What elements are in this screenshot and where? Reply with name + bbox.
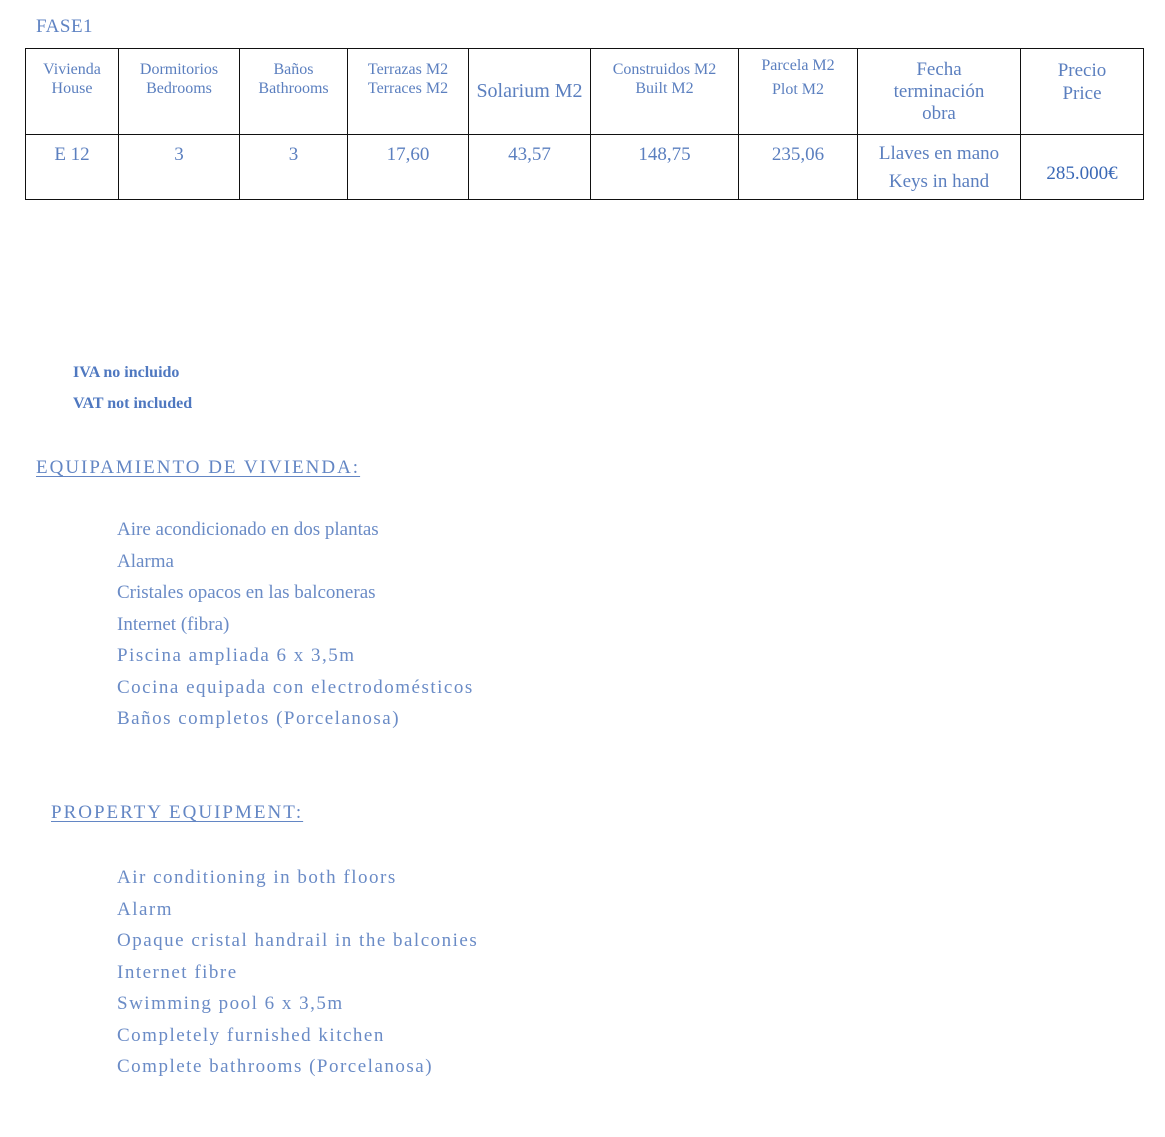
built-value: 148,75 — [638, 144, 691, 165]
plot-value: 235,06 — [771, 144, 825, 165]
cell-bedrooms — [119, 135, 240, 200]
completion-en-value: Keys in hand — [888, 171, 990, 192]
table-header-row — [26, 49, 1144, 135]
list-item: Alarm — [117, 898, 174, 920]
list-item: Swimming pool 6 x 3,5m — [117, 993, 344, 1014]
header-bedrooms-en: Bedrooms — [146, 80, 212, 97]
terraces-value: 17,60 — [386, 144, 430, 165]
vat-note-es: IVA no incluido — [73, 364, 180, 381]
cell-solarium — [469, 135, 591, 200]
header-completion-line2: terminación — [893, 81, 985, 102]
list-item: Opaque cristal handrail in the balconies — [117, 930, 479, 951]
cell-completion — [858, 135, 1021, 200]
list-item: Air conditioning in both floors — [117, 867, 397, 888]
list-item: Piscina ampliada 6 x 3,5m — [117, 645, 356, 666]
cell-plot — [739, 135, 858, 200]
header-bathrooms — [240, 49, 348, 135]
solarium-value: 43,57 — [508, 144, 551, 165]
header-bathrooms-en: Bathrooms — [258, 80, 329, 97]
header-plot-es: Parcela M2 — [761, 57, 835, 74]
cell-price — [1021, 135, 1144, 200]
header-completion — [858, 49, 1021, 135]
header-plot — [739, 49, 858, 135]
list-item: Cocina equipada con electrodomésticos — [117, 676, 474, 698]
header-solarium — [469, 49, 591, 135]
header-built — [591, 49, 739, 135]
equipment-es-title: EQUIPAMIENTO DE VIVIENDA: — [36, 457, 361, 478]
header-bedrooms-es: Dormitorios — [139, 61, 219, 78]
header-bathrooms-es: Baños — [273, 61, 314, 78]
header-terraces — [348, 49, 469, 135]
vat-note-en: VAT not included — [73, 395, 193, 412]
header-completion-line3: obra — [922, 103, 956, 124]
list-item: Internet (fibra) — [117, 613, 230, 635]
header-house — [26, 49, 119, 135]
header-price-es: Precio — [1057, 60, 1107, 81]
cell-built — [591, 135, 739, 200]
header-built-es: Construidos M2 — [612, 61, 717, 78]
table-row — [26, 135, 1144, 200]
header-completion-line1: Fecha — [916, 59, 962, 80]
list-item: Internet fibre — [117, 961, 238, 983]
list-item: Baños completos (Porcelanosa) — [117, 708, 401, 729]
cell-bathrooms — [240, 135, 348, 200]
header-bedrooms — [119, 49, 240, 135]
header-solarium-label: Solarium M2 — [476, 80, 583, 102]
equipment-es-list — [117, 514, 474, 735]
header-house-en: House — [51, 80, 93, 97]
list-item: Aire acondicionado en dos plantas — [117, 519, 379, 540]
bedrooms-value: 3 — [174, 144, 184, 165]
price-value: 285.000€ — [1046, 163, 1118, 184]
list-item: Cristales opacos en las balconeras — [117, 582, 376, 603]
equipment-en-list — [117, 862, 478, 1083]
house-value: E 12 — [54, 144, 90, 165]
equipment-en-title: PROPERTY EQUIPMENT: — [51, 802, 304, 823]
header-built-en: Built M2 — [635, 80, 694, 97]
header-price-en: Price — [1062, 83, 1102, 104]
cell-house — [26, 135, 119, 200]
cell-terraces — [348, 135, 469, 200]
list-item: Completely furnished kitchen — [117, 1024, 385, 1046]
header-terraces-es: Terrazas M2 — [367, 61, 449, 78]
header-house-es: Vivienda — [43, 61, 101, 78]
phase-title: FASE1 — [36, 16, 94, 37]
bathrooms-value: 3 — [288, 144, 299, 165]
list-item: Complete bathrooms (Porcelanosa) — [117, 1056, 434, 1077]
header-terraces-en: Terraces M2 — [367, 80, 449, 97]
units-table — [25, 48, 1144, 200]
header-plot-en: Plot M2 — [771, 81, 824, 98]
list-item: Alarma — [117, 550, 174, 572]
completion-es-value: Llaves en mano — [878, 143, 1000, 164]
header-price — [1021, 49, 1144, 135]
